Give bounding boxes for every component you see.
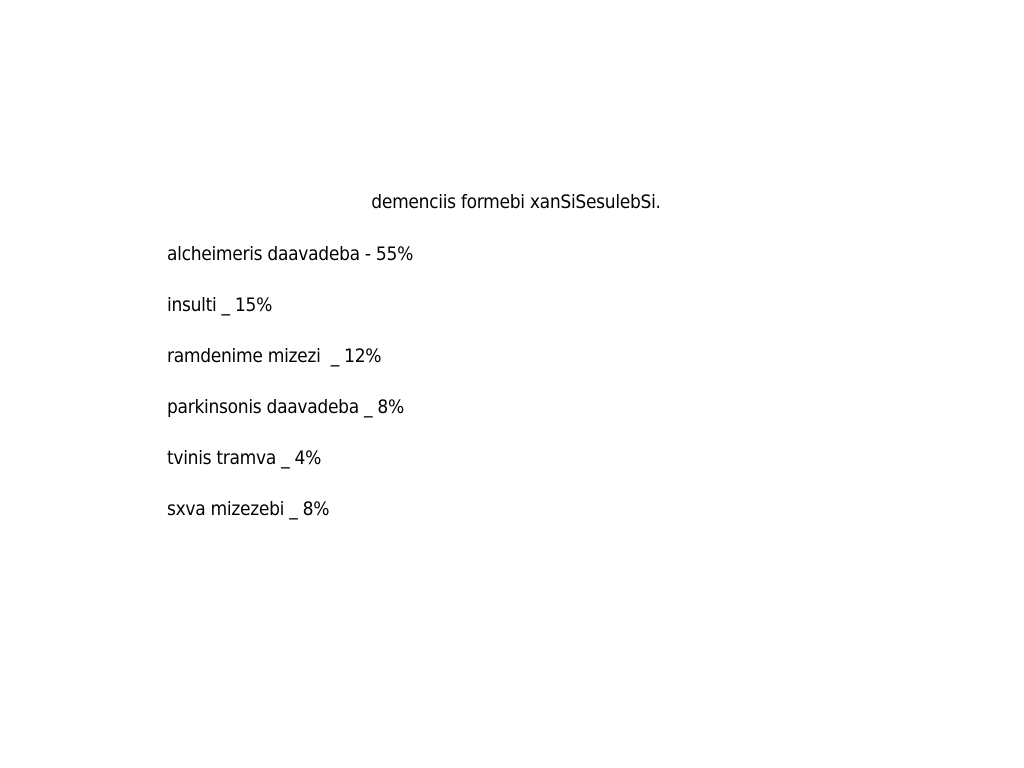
content-list (167, 241, 413, 547)
list-item: sxva mizezebi _ 8% (167, 498, 330, 520)
list-item: insulti _ 15% (167, 294, 273, 316)
list-item: alcheimeris daavadeba - 55% (167, 243, 414, 265)
slide-title: demenciis formebi xanSiSesulebSi. (371, 191, 661, 213)
list-item: tvinis tramva _ 4% (167, 447, 322, 469)
list-item: ramdenime mizezi _ 12% (167, 345, 382, 367)
list-item: parkinsonis daavadeba _ 8% (167, 396, 404, 418)
